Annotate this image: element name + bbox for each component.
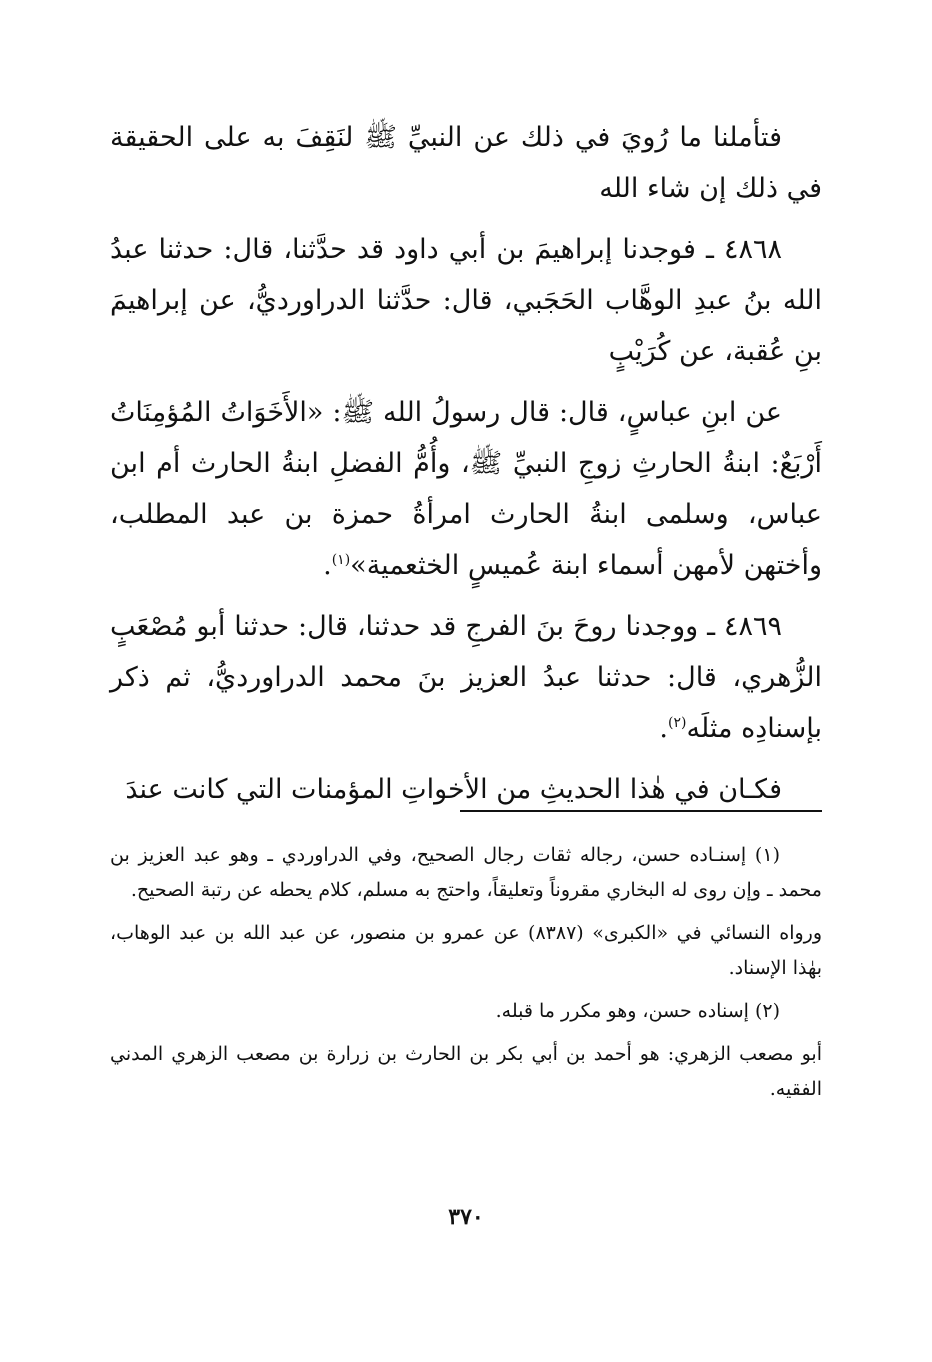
footnote-2	[110, 994, 822, 1029]
paragraph-intro	[110, 112, 822, 214]
page-number: ٣٧٠	[448, 1204, 484, 1230]
paragraph-matn	[110, 387, 822, 591]
footnote-text: أبو مصعب الزهري: هو أحمد بن أبي بكر بن الحارث بن زرارة بن مصعب الزهري المدني الفقيه.	[110, 1043, 822, 1100]
paragraph-commentary	[110, 764, 822, 815]
paragraph-hadith-4869	[110, 601, 822, 754]
footnote-marker[interactable]: (٢)	[668, 715, 687, 731]
paragraph-text: فكـان في هٰذا الحديثِ من الأخواتِ المؤمنات التي كانت عندَ	[125, 774, 782, 805]
footnote-1	[110, 838, 822, 908]
paragraph-text: فتأملنا ما رُويَ في ذلك عن النبيِّ ﷺ لنَقِفَ به على الحقيقة في ذلك إن شاء الله	[110, 122, 822, 204]
footnote-text: (١) إسنـاده حسن، رجاله ثقات رجال الصحيح، وفي الدراوردي ـ وهو عبد العزيز بن محمد ـ وإن روى له البخاري مقروناً وتعليقاً، واحتج به مسلم، كلام يحطه عن رتبة الصحيح.	[110, 844, 822, 901]
footnote-2-continued	[110, 1037, 822, 1107]
paragraph-tail: .	[323, 550, 332, 581]
footnote-1-continued	[110, 916, 822, 986]
paragraph-tail: .	[659, 713, 669, 744]
footnote-text: ورواه النسائي في «الكبرى» (٨٣٨٧) عن عمرو بن منصور، عن عبد الله بن عبد الوهاب، بهٰذا الإسناد.	[110, 922, 822, 979]
footnote-text: (٢) إسناده حسن، وهو مكرر ما قبله.	[495, 1000, 780, 1022]
paragraph-text: ٤٨٦٨ ـ فوجدنا إبراهيمَ بن أبي داود قد حدَّثنا، قال: حدثنا عبدُ الله بنُ عبدِ الوهَّاب الحَجَبي، قال: حدَّثنا الدراورديُّ، عن إبراهيمَ بنِ عُقبة، عن كُرَيْبٍ	[110, 234, 822, 367]
footnote-divider	[460, 810, 822, 812]
paragraph-hadith-4868	[110, 224, 822, 377]
paragraph-text: عن ابنِ عباسٍ، قال: قال رسولُ الله ﷺ: «الأَخَوَاتُ المُؤمِنَاتُ أَرْبَعٌ: ابنةُ الحارثِ زوجِ النبيِّ ﷺ، وأُمُّ الفضلِ ابنةُ الحارث أم ابن عباس، وسلمى ابنةُ الحارث امرأةُ حمزة بن عبد المطلب، وأختهن لأمهن أسماء ابنة عُميسٍ الخثعمية»	[110, 397, 822, 581]
footnote-marker[interactable]: (١)	[331, 552, 351, 568]
main-text	[110, 112, 822, 825]
paragraph-text: ٤٨٦٩ ـ ووجدنا روحَ بنَ الفرجِ قد حدثنا، قال: حدثنا أبو مُصْعَبٍ الزُّهري، قال: حدثنا عبدُ العزيز بنَ محمد الدراورديُّ، ثم ذكر بإسنادِه مثلَه	[110, 611, 822, 744]
footnotes	[110, 838, 822, 1115]
